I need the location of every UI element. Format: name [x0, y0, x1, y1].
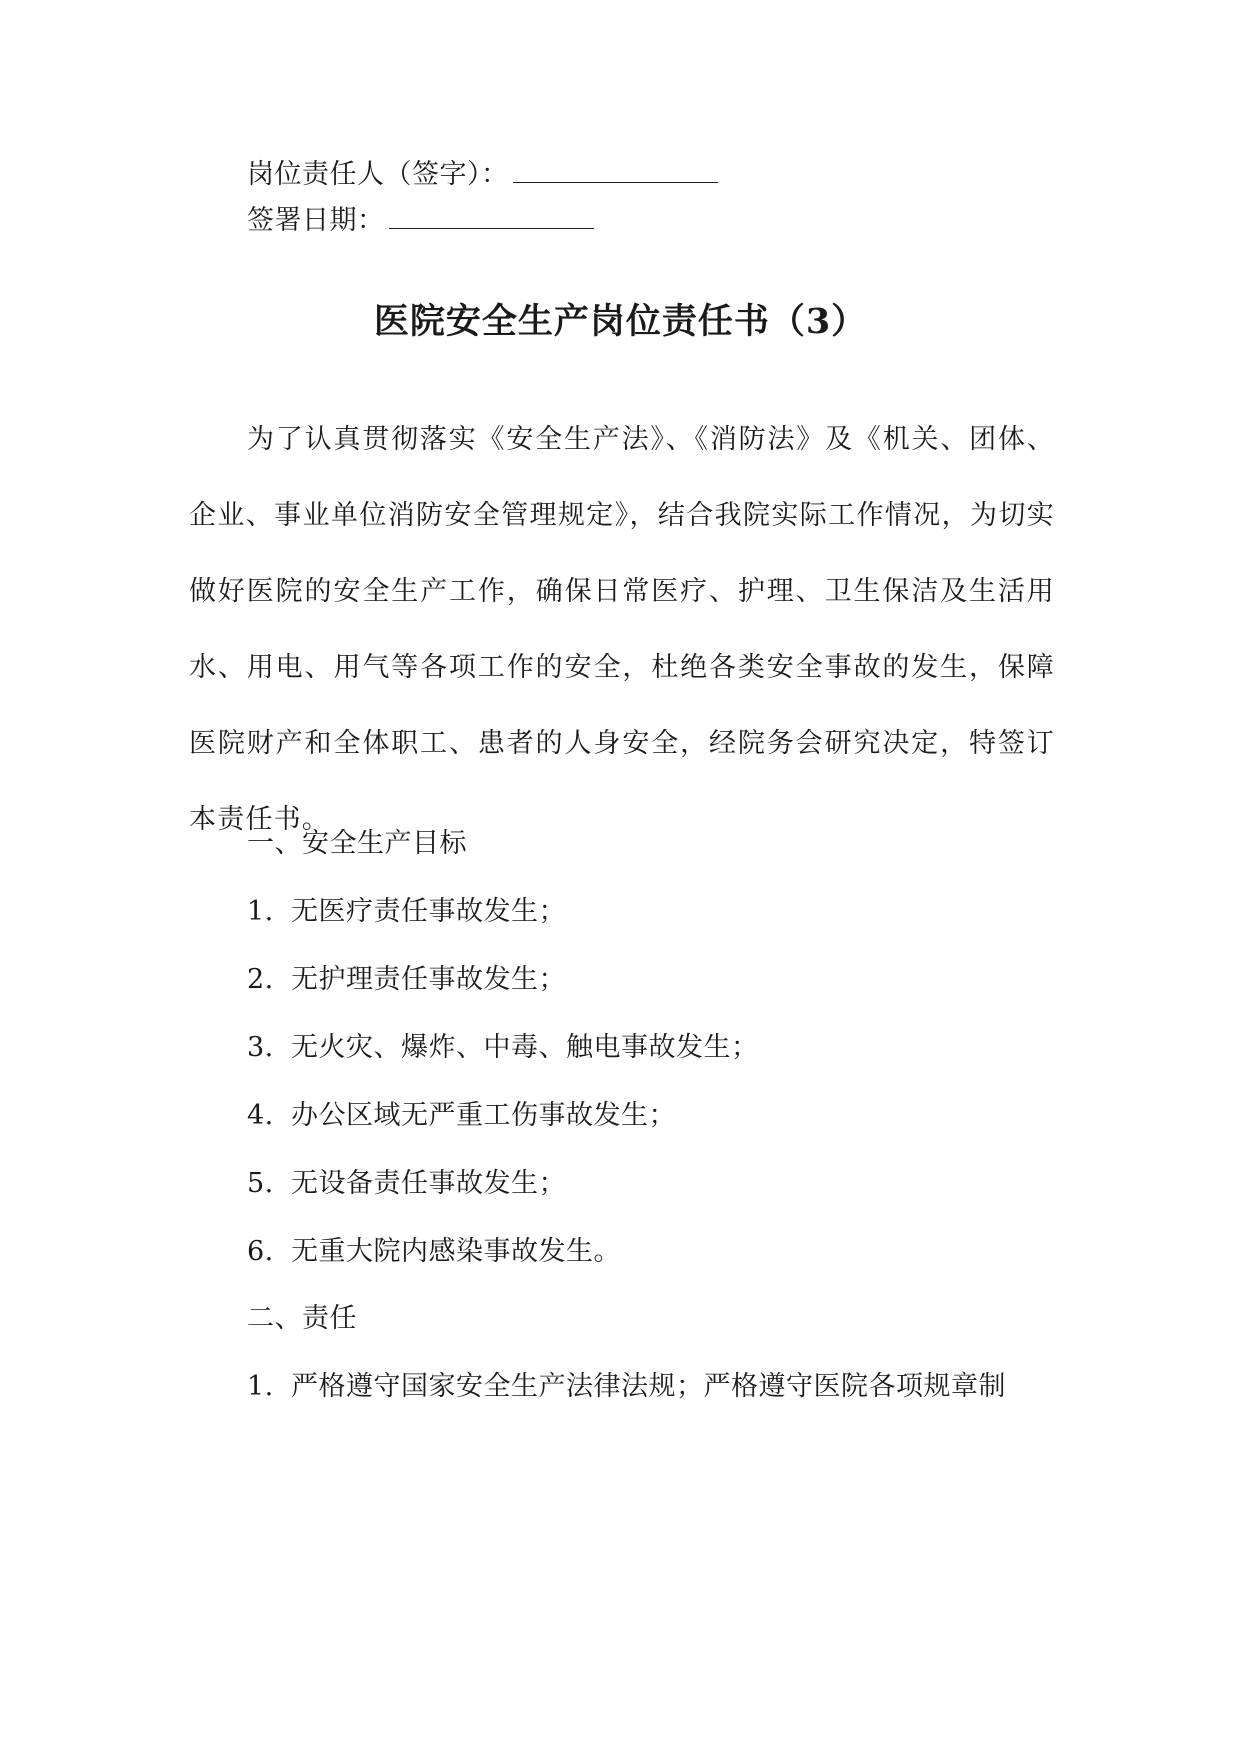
- responsibility-item-text: 严格遵守国家安全生产法律法规；严格遵守医院各项规章制: [291, 1371, 1006, 1402]
- goal-item-6: [247, 1235, 621, 1269]
- signature-label: 岗位责任人（签字）：: [247, 159, 509, 190]
- goal-item-text: 无设备责任事故发生；: [291, 1168, 566, 1199]
- date-label: 签署日期：: [247, 205, 385, 236]
- signature-blank: [513, 160, 718, 183]
- goal-item-text: 无护理责任事故发生；: [291, 964, 566, 995]
- goal-item-number: 6.: [247, 1236, 274, 1267]
- section2-heading: 二、责任: [247, 1303, 357, 1334]
- section1-heading: 一、安全生产目标: [247, 828, 467, 859]
- responsibility-item-number: 1.: [247, 1371, 274, 1402]
- goal-item-text: 无火灾、爆炸、中毒、触电事故发生；: [291, 1032, 759, 1063]
- goal-item-text: 无医疗责任事故发生；: [291, 896, 566, 927]
- goal-item-text: 办公区域无严重工伤事故发生；: [291, 1100, 676, 1131]
- goal-item-number: 5.: [247, 1168, 274, 1199]
- goal-item-1: [247, 895, 566, 929]
- goal-item-2: [247, 963, 566, 997]
- signature-line: [247, 158, 718, 192]
- goal-item-3: [247, 1031, 759, 1065]
- goal-item-number: 3.: [247, 1032, 274, 1063]
- goal-item-number: 4.: [247, 1100, 274, 1131]
- responsibility-item-1: [247, 1370, 1006, 1404]
- goal-item-text: 无重大院内感染事故发生。: [291, 1236, 621, 1267]
- intro-paragraph: 为了认真贯彻落实《安全生产法》、《消防法》及《机关、团体、企业、事业单位消防安全管理规定》，结合我院实际工作情况，为切实做好医院的安全生产工作，确保日常医疗、护理、卫生保洁及生活用水、用电、用气等各项工作的安全，杜绝各类安全事故的发生，保障医院财产和全体职工、患者的人身安全，经院务会研究决定，特签订本责任书。: [189, 424, 1055, 835]
- document-title: 医院安全生产岗位责任书（3）: [373, 301, 868, 342]
- goal-item-5: [247, 1167, 566, 1201]
- goal-item-number: 1.: [247, 896, 274, 927]
- date-blank: [389, 206, 594, 229]
- goal-item-number: 2.: [247, 964, 274, 995]
- goal-item-4: [247, 1099, 676, 1133]
- date-line: [247, 204, 594, 238]
